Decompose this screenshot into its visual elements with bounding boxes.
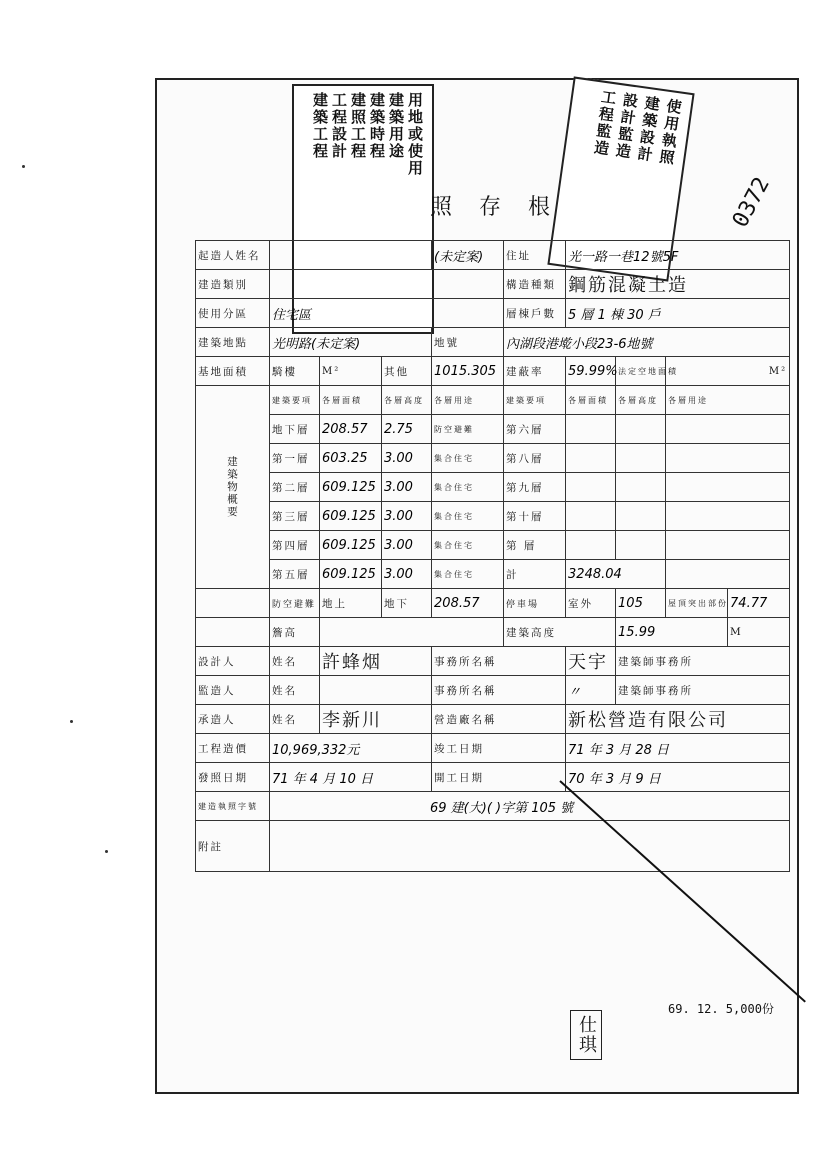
upper-floor-name: 第九層	[504, 473, 566, 502]
structure-value: 鋼筋混凝土造	[566, 270, 790, 299]
parking-label: 停車場	[504, 589, 566, 618]
designer-office: 天宇	[566, 647, 616, 676]
zone-label: 使用分區	[196, 299, 270, 328]
signature: 仕琪	[570, 1010, 602, 1060]
floor-height: 2.75	[382, 415, 432, 444]
floor-name: 第五層	[270, 560, 320, 589]
coverage-value: 59.99%	[566, 357, 616, 386]
address-label: 住址	[504, 241, 566, 270]
roof-value: 74.77	[728, 589, 790, 618]
col-header-item: 建築要項	[270, 386, 320, 415]
floor-use: 集合住宅	[432, 502, 504, 531]
floor-name: 第四層	[270, 531, 320, 560]
col-header-use: 各層用途	[666, 386, 790, 415]
form-title: 照 存 根	[430, 195, 560, 220]
col-header-area: 各層面積	[320, 386, 382, 415]
upper-floor-name: 第十層	[504, 502, 566, 531]
zone-value: 住宅區	[270, 299, 504, 328]
other-label: 其他	[382, 357, 432, 386]
issue-value: 71 年 4 月 10 日	[270, 763, 432, 792]
start-label: 開工日期	[432, 763, 566, 792]
floor-height: 3.00	[382, 502, 432, 531]
floor-name: 第二層	[270, 473, 320, 502]
coverage-label: 建蔽率	[504, 357, 566, 386]
floor-area: 609.125	[320, 531, 382, 560]
building-height-label: 建築高度	[504, 618, 616, 647]
floor-height: 3.00	[382, 531, 432, 560]
address-value: 光一路一巷12號5F	[566, 241, 790, 270]
floor-name: 第一層	[270, 444, 320, 473]
floor-name: 第三層	[270, 502, 320, 531]
col-header-height: 各層高度	[616, 386, 666, 415]
stamp-line: 建築時程	[368, 92, 386, 160]
complete-value: 71 年 3 月 28 日	[566, 734, 790, 763]
cost-label: 工程造價	[196, 734, 270, 763]
floor-height: 3.00	[382, 444, 432, 473]
designer-suffix: 建築師事務所	[616, 647, 790, 676]
shelter-label: 防空避難	[270, 589, 320, 618]
permit-form-table: 起造人姓名 (未定案) 住址 光一路一巷12號5F 建造類別 構造種類 鋼筋混凝土造 使用分區 住宅區 層棟戶數 5 層 1 棟 30 戶 建築地點 光明路(未定案) 地號 內湖段港墘小段23-6地號 基地面積 騎樓 M² 其他 1015.305 建蔽率 59.99% 法定空地面積 M² 建築物概要 建築要項 各層面積 各層高度 各層用途 建築要項 各層面積 各層高度 各層用途 地下層 208.57 2.75 防空避難 第六層 第一層 603.25 3.00 集合住宅 第八層 第二層 609.125 3.00 集合住宅 第九層 第三層 609.125 3.00 集合住宅 第十層 第四層 609.125 3.00 集合住宅 第 層 第五層 609.125 3.00 集合住宅 計 3248.04 防空避難 地上 地下 208.57 停車場 室外 105 屋頂突出部份 74.77 簷高 建築高度 15.99 M 設計人 姓名 許蜂烟 事務所名稱 天宇 建築師事務所 監造人 姓名 事務所名稱 〃 建築師事務所 承造人 姓名 李新川 營造廠名稱 新松營造有限公司 工程造價 10,969,332元 竣工日期 71 年 3 月 28 日 發照日期 71 年 4 月 10 日 開工日期 70 年 3 月 9 日 建造執照字號 69 建(大)( )字第 105 號 附註	[195, 240, 790, 872]
floor-use: 集合住宅	[432, 560, 504, 589]
floor-height: 3.00	[382, 560, 432, 589]
other-value: 1015.305	[432, 357, 504, 386]
stamp-line: 建築用途	[387, 92, 405, 160]
supervisor-name-label: 姓名	[270, 676, 320, 705]
col-header-use: 各層用途	[432, 386, 504, 415]
contractor-name: 李新川	[320, 705, 432, 734]
col-header-area: 各層面積	[566, 386, 616, 415]
floor-use: 集合住宅	[432, 444, 504, 473]
stamp-line: 使用執照	[656, 97, 684, 168]
address-note: (未定案)	[432, 241, 504, 270]
designer-name: 許蜂烟	[320, 647, 432, 676]
supervisor-suffix: 建築師事務所	[616, 676, 790, 705]
scan-speck	[105, 850, 108, 853]
shelter-above: 地上	[320, 589, 382, 618]
col-header-item: 建築要項	[504, 386, 566, 415]
arcade-label: 騎樓	[270, 357, 320, 386]
site-area-label: 地號	[432, 328, 504, 357]
permit-label: 建造執照字號	[196, 792, 270, 821]
parking-outdoor: 室外	[566, 589, 616, 618]
designer-name-label: 姓名	[270, 647, 320, 676]
site-road: 光明路(未定案)	[270, 328, 432, 357]
units-value: 5 層 1 棟 30 戶	[566, 299, 790, 328]
upper-floor-name: 第六層	[504, 415, 566, 444]
floor-use: 集合住宅	[432, 473, 504, 502]
site-area-value: 內湖段港墘小段23-6地號	[504, 328, 790, 357]
type-label: 建造類別	[196, 270, 270, 299]
cost-value: 10,969,332元	[270, 734, 432, 763]
eave-label: 簷高	[270, 618, 320, 647]
legal-label: 法定空地面積	[616, 357, 666, 386]
floor-use: 防空避難	[432, 415, 504, 444]
shelter-below-value: 208.57	[432, 589, 504, 618]
form-number: 0372	[728, 173, 775, 232]
floor-area: 609.125	[320, 473, 382, 502]
floor-area: 603.25	[320, 444, 382, 473]
stamp-line: 建照工程	[349, 92, 367, 160]
stamp-line: 設計監造	[612, 91, 641, 162]
site-label: 建築地點	[196, 328, 270, 357]
footer-code: 69. 12. 5,000份	[668, 1002, 774, 1016]
contractor-company-label: 營造廠名稱	[432, 705, 566, 734]
supervisor-office: 〃	[566, 676, 616, 705]
base-label: 基地面積	[196, 357, 270, 386]
supervisor-office-label: 事務所名稱	[432, 676, 566, 705]
remark-label: 附註	[196, 821, 270, 872]
units-label: 層棟戶數	[504, 299, 566, 328]
floor-area: 609.125	[320, 560, 382, 589]
stamp-line: 工程監造	[590, 88, 619, 159]
scan-speck	[22, 165, 25, 168]
designer-office-label: 事務所名稱	[432, 647, 566, 676]
start-value: 70 年 3 月 9 日	[566, 763, 790, 792]
permit-value: 69 建(大)( )字第 105 號	[270, 792, 790, 821]
floor-name: 地下層	[270, 415, 320, 444]
stamp-line: 用地或使用	[406, 92, 424, 177]
shelter-below: 地下	[382, 589, 432, 618]
height-unit: M	[728, 618, 790, 647]
floor-area: 609.125	[320, 502, 382, 531]
contractor-company: 新松營造有限公司	[566, 705, 790, 734]
col-header-height: 各層高度	[382, 386, 432, 415]
roof-label: 屋頂突出部份	[666, 589, 728, 618]
floor-height: 3.00	[382, 473, 432, 502]
issue-label: 發照日期	[196, 763, 270, 792]
upper-floor-name: 第八層	[504, 444, 566, 473]
upper-floor-name: 第 層	[504, 531, 566, 560]
stamp-line: 工程設計	[330, 92, 348, 160]
supervisor-label: 監造人	[196, 676, 270, 705]
building-height-value: 15.99	[616, 618, 728, 647]
stamp-line: 建築設計	[634, 94, 662, 165]
contractor-label: 承造人	[196, 705, 270, 734]
total-label: 計	[504, 560, 566, 589]
builder-label: 起造人姓名	[196, 241, 270, 270]
designer-label: 設計人	[196, 647, 270, 676]
building-overview-label: 建築物概要	[196, 386, 270, 589]
parking-outdoor-value: 105	[616, 589, 666, 618]
floor-use: 集合住宅	[432, 531, 504, 560]
total-value: 3248.04	[566, 560, 666, 589]
scan-speck	[70, 720, 73, 723]
complete-label: 竣工日期	[432, 734, 566, 763]
floor-area: 208.57	[320, 415, 382, 444]
stamp-line: 建築工程	[311, 92, 329, 160]
structure-label: 構造種類	[504, 270, 566, 299]
contractor-name-label: 姓名	[270, 705, 320, 734]
